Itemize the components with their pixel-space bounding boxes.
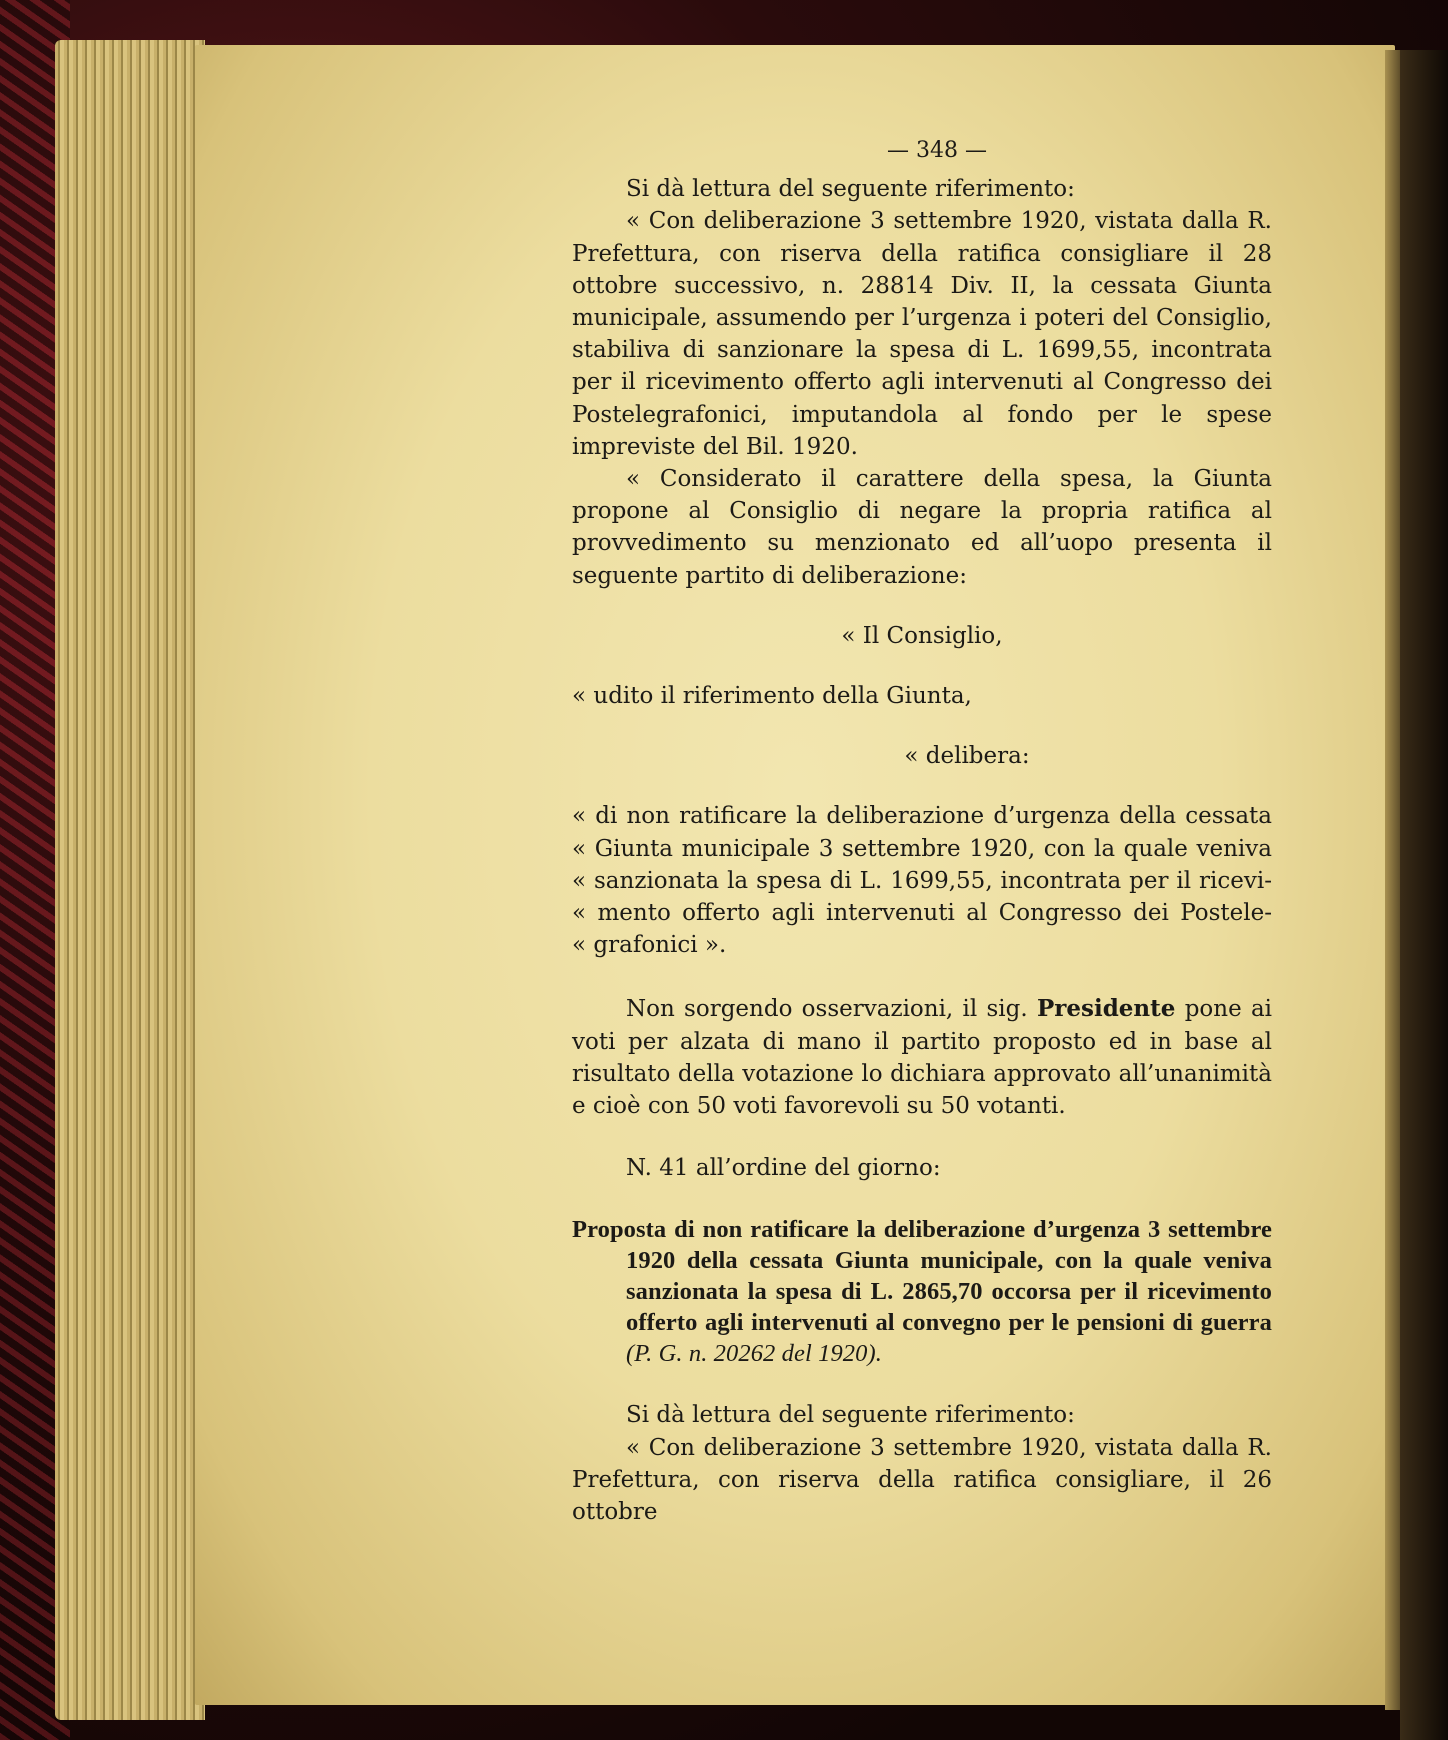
- council-heading: « Il Consiglio,: [841, 622, 1003, 649]
- quote-line: « mento offerto agli intervenuti al Congresso dei Postele-: [572, 900, 1272, 927]
- quote-line: « grafonici ».: [572, 932, 727, 959]
- title-reference: (P. G. n. 20262 del 1920).: [626, 1340, 882, 1368]
- president-name: Presidente: [1036, 995, 1176, 1023]
- paragraph-reading-2: Si dà lettura del seguente riferimento:: [626, 1402, 1075, 1429]
- heard-line: « udito il riferimento della Giunta,: [572, 683, 972, 710]
- page-number: — 348 —: [887, 138, 987, 163]
- vote-text-after: pone ai voti per alzata di mano il partito proposto ed in base al risultato della votazione lo dichiara approvato all’unanimità e cioè con 50 voti favorevoli su 50 votanti.: [572, 996, 1273, 1120]
- paragraph-deliberation: « Con deliberazione 3 settembre 1920, vistata dalla R. Prefettura, con riserva della ratifica consigliare il 28 ottobre successivo, n. 28814 Div. II, la cessata Giunta municipale, assumendo per l’urgenza i poteri del Consiglio, stabiliva di sanzionare la spesa di L. 1699,55, incontrata per il ricevimento offerto agli intervenuti al Congresso dei Postelegrafonici, imputandola al fondo per le spese impreviste del Bil. 1920.: [572, 208, 1272, 460]
- quote-line: « Giunta municipale 3 settembre 1920, con la quale veniva: [572, 835, 1272, 862]
- paragraph-consideration: « Considerato il carattere della spesa, la Giunta propone al Consiglio di negare la propria ratifica al provvedimento su menzionato ed all’uopo presenta il seguente partito di deliberazione:: [572, 466, 1272, 589]
- paragraph-deliberation-2: « Con deliberazione 3 settembre 1920, vistata dalla R. Prefettura, con riserva della ratifica consigliare, il 26 ottobre: [572, 1434, 1272, 1526]
- agenda-item-number: N. 41 all’ordine del giorno:: [626, 1155, 941, 1182]
- title-text: Proposta di non ratificare la deliberazione d’urgenza 3 settembre 1920 della cessata Giunta municipale, con la quale veniva sanzionata la spesa di L. 2865,70 occorsa per il ricevimento offerto agli intervenuti al convegno per le pensioni di guerra: [572, 1216, 1272, 1337]
- quote-line: « sanzionata la spesa di L. 1699,55, incontrata per il ricevi-: [572, 867, 1272, 894]
- resolution-quote: [572, 800, 1272, 961]
- deliberates-heading: « delibera:: [904, 743, 1030, 770]
- binding-edge: [1400, 50, 1448, 1740]
- page-edges: [55, 40, 205, 1720]
- vote-text-before: Non sorgendo osservazioni, il sig.: [626, 996, 1028, 1023]
- quote-line: « di non ratificare la deliberazione d’urgenza della cessata: [572, 803, 1272, 830]
- paragraph-vote: [572, 993, 1272, 1122]
- page-text: [572, 135, 1272, 1528]
- paragraph-reading: Si dà lettura del seguente riferimento:: [626, 176, 1075, 203]
- agenda-item-title: [572, 1214, 1272, 1369]
